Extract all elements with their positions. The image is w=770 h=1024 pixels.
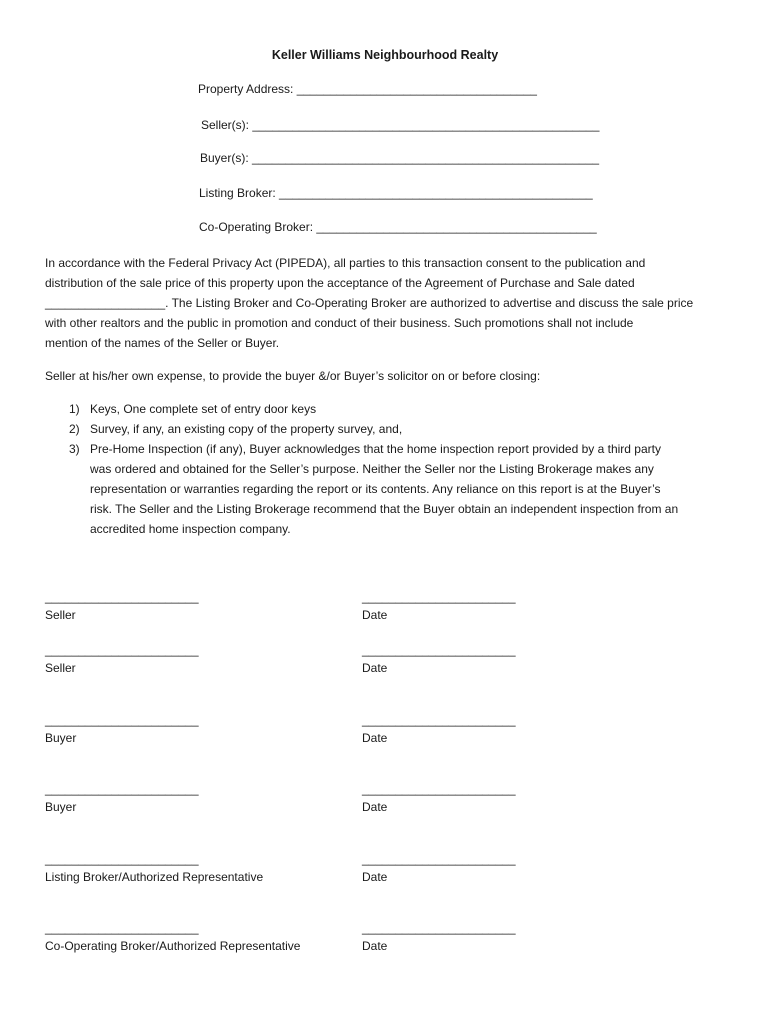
list-item <box>45 399 735 419</box>
listing-broker-field: Listing Broker: _______________________________________________ <box>199 186 593 200</box>
signature-label: Buyer <box>45 731 77 745</box>
signature-label: Listing Broker/Authorized Representative <box>45 870 264 884</box>
list-item-number: 3) <box>69 442 80 456</box>
date-label: Date <box>362 661 388 675</box>
list-item-number: 2) <box>69 422 80 436</box>
signature-line: _______________________ <box>45 643 199 657</box>
signature-line: _______________________ <box>45 713 199 727</box>
list-item-text: Keys, One complete set of entry door keys <box>90 402 317 416</box>
buyer-signature-block <box>45 782 199 814</box>
date-label: Date <box>362 731 388 745</box>
date-line: _______________________ <box>362 852 516 866</box>
seller-signature-block <box>45 643 199 675</box>
date-label: Date <box>362 870 388 884</box>
buyers-field: Buyer(s): ____________________________________________________ <box>200 151 600 165</box>
privacy-consent-paragraph <box>45 253 735 353</box>
signature-line: _______________________ <box>45 921 199 935</box>
date-label: Date <box>362 608 388 622</box>
seller-date-block <box>362 590 516 622</box>
seller-signature-block <box>45 590 199 622</box>
cooperating-broker-signature-block <box>45 921 300 953</box>
signature-line: _______________________ <box>45 852 199 866</box>
buyer-signature-block <box>45 713 199 745</box>
cooperating-broker-field: Co-Operating Broker: __________________________________________ <box>199 220 597 234</box>
date-line: _______________________ <box>362 643 516 657</box>
signature-line: _______________________ <box>45 782 199 796</box>
list-item-number: 1) <box>69 402 80 416</box>
listing-broker-signature-block <box>45 852 263 884</box>
list-item-text: Pre-Home Inspection (if any), Buyer acknowledges that the home inspection report provided by a third party <box>90 442 661 456</box>
listing-broker-date-block <box>362 852 516 884</box>
list-item-text: accredited home inspection company. <box>90 522 291 536</box>
paragraph-line: mention of the names of the Seller or Buyer. <box>45 336 280 350</box>
list-item <box>45 419 735 439</box>
property-address-field: Property Address: ____________________________________ <box>198 82 537 96</box>
date-label: Date <box>362 939 388 953</box>
closing-obligations-paragraph: Seller at his/her own expense, to provide the buyer &/or Buyer’s solicitor on or before closing: <box>45 369 541 383</box>
signature-line: _______________________ <box>45 590 199 604</box>
list-item-text: risk. The Seller and the Listing Brokerage recommend that the Buyer obtain an independent inspection from an <box>90 502 679 516</box>
signature-label: Buyer <box>45 800 77 814</box>
cooperating-broker-date-block <box>362 921 516 953</box>
date-label: Date <box>362 800 388 814</box>
date-line: _______________________ <box>362 713 516 727</box>
buyer-date-block <box>362 713 516 745</box>
paragraph-line: In accordance with the Federal Privacy Act (PIPEDA), all parties to this transaction consent to the publication and <box>45 256 646 270</box>
document-title: Keller Williams Neighbourhood Realty <box>271 48 499 62</box>
signature-label: Co-Operating Broker/Authorized Representative <box>45 939 301 953</box>
closing-items-list <box>45 399 735 539</box>
date-line: _______________________ <box>362 921 516 935</box>
sellers-field: Seller(s): ____________________________________________________ <box>201 118 600 132</box>
buyer-date-block <box>362 782 516 814</box>
date-line: _______________________ <box>362 782 516 796</box>
signature-label: Seller <box>45 661 76 675</box>
list-item-text: Survey, if any, an existing copy of the property survey, and, <box>90 422 403 436</box>
date-line: _______________________ <box>362 590 516 604</box>
list-item-text: was ordered and obtained for the Seller’s purpose. Neither the Seller nor the Listing Brokerage makes any <box>90 462 654 476</box>
seller-date-block <box>362 643 516 675</box>
list-item-text: representation or warranties regarding the report or its contents. Any reliance on this report is at the Buyer’s <box>90 482 661 496</box>
list-item <box>45 439 735 539</box>
paragraph-line: with other realtors and the public in promotion and conduct of their business. Such promotions shall not include <box>45 316 634 330</box>
signature-label: Seller <box>45 608 76 622</box>
paragraph-line: __________________. The Listing Broker and Co-Operating Broker are authorized to advertise and discuss the sale price <box>45 296 694 310</box>
paragraph-line: distribution of the sale price of this property upon the acceptance of the Agreement of Purchase and Sale dated <box>45 276 635 290</box>
